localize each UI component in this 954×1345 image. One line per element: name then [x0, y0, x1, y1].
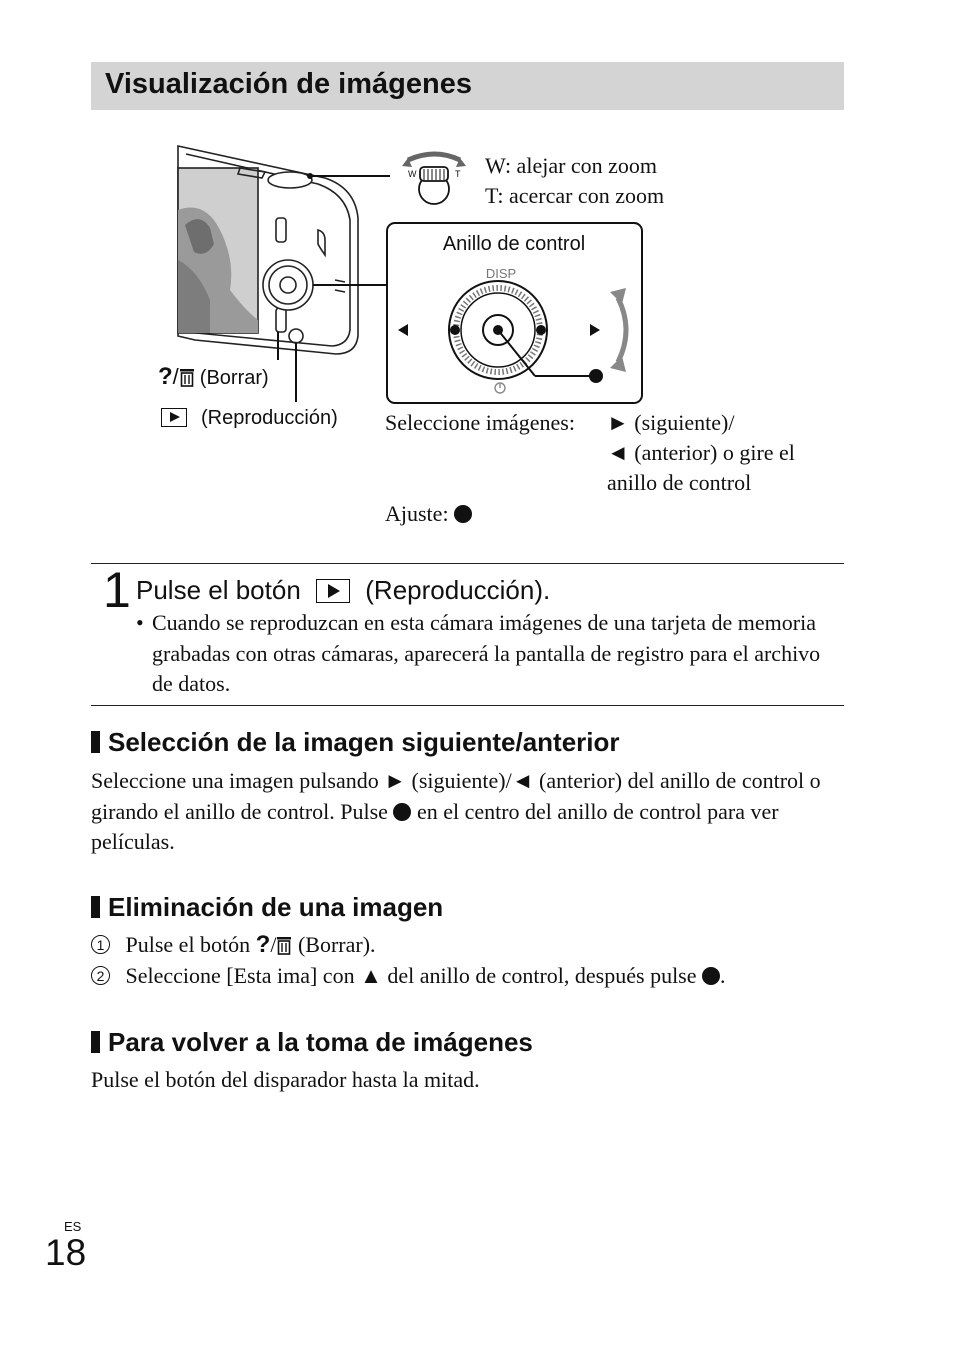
help-icon: ? — [158, 363, 173, 390]
disp-label: DISP — [485, 266, 517, 281]
trash-icon — [276, 933, 292, 952]
center-button-icon — [702, 967, 720, 985]
delete-step-1: 1 Pulse el botón ?/ (Borrar). — [91, 930, 851, 961]
step-title-pre: Pulse el botón — [136, 575, 301, 605]
dial-w-label: W — [408, 169, 417, 179]
divider-top — [91, 563, 844, 564]
up-arrow-icon: ▲ — [360, 963, 382, 988]
page-language: ES — [64, 1219, 82, 1234]
control-ring-label: Anillo de control — [442, 233, 586, 255]
section-heading-back: Para volver a la toma de imágenes — [91, 1027, 533, 1058]
divider-bottom — [91, 705, 844, 706]
help-icon: ? — [255, 931, 271, 958]
section-marker — [91, 731, 100, 753]
playback-icon — [316, 579, 350, 603]
help-delete-label: (Borrar) — [199, 367, 269, 389]
center-button-icon — [454, 505, 472, 523]
delete-step-2: 2 Seleccione [Esta ima] con ▲ del anillo de control, después pulse . — [91, 961, 851, 992]
step-circle-2: 2 — [91, 966, 110, 985]
section-heading-next-prev: Selección de la imagen siguiente/anterior — [91, 727, 620, 758]
trash-icon — [179, 368, 195, 387]
select-prev: (anterior) o gire el — [634, 440, 795, 465]
step-bullet-text: Cuando se reproduzcan en esta cámara imágenes de una tarjeta de memoria grabadas con otras cámaras, aparecerá la pantalla de registro para el archivo de datos. — [152, 610, 821, 696]
prev-arrow-icon: ◄ — [607, 440, 629, 465]
select-images-label: Seleccione imágenes: — [385, 410, 575, 435]
next-arrow-icon: ► — [384, 768, 407, 793]
section-text-next-prev: Seleccione una imagen pulsando ► (siguiente)/◄ (anterior) del anillo de control o girando el anillo de control. Pulse en el centro del anillo de control para ver películas. — [91, 768, 821, 854]
next-arrow-icon: ► — [607, 410, 629, 435]
adjust-caption — [385, 499, 472, 529]
page-number: 18 — [45, 1232, 87, 1273]
step-circle-1: 1 — [91, 935, 110, 954]
section-marker — [91, 896, 100, 918]
prev-arrow-icon: ◄ — [511, 768, 534, 793]
help-delete-caption: ?/ (Borrar) — [158, 363, 269, 390]
select-images-desc — [607, 408, 837, 498]
playback-caption — [161, 407, 338, 430]
zoom-lever-icon — [402, 154, 466, 204]
step-title-post: (Reproducción). — [365, 575, 551, 605]
playback-icon — [161, 408, 187, 427]
select-ring: anillo de control — [607, 470, 752, 495]
section-heading-delete: Eliminación de una imagen — [91, 892, 443, 923]
page-title: Visualización de imágenes — [105, 68, 472, 100]
zoom-t-text: T: acercar con zoom — [485, 183, 665, 208]
step-title — [136, 575, 550, 606]
dial-t-label: T — [455, 169, 461, 179]
step-bullet: • Cuando se reproduzcan en esta cámara imágenes de una tarjeta de memoria grabadas con otras cámaras, aparecerá la pantalla de registro para el archivo de datos. — [136, 608, 836, 700]
step-number: 1 — [103, 562, 131, 618]
adjust-label: Ajuste: — [385, 501, 449, 526]
center-button-icon — [393, 803, 411, 821]
select-next: (siguiente)/ — [634, 410, 735, 435]
zoom-w-text: W: alejar con zoom — [485, 153, 658, 178]
title-bar — [91, 62, 844, 110]
playback-label: (Reproducción) — [201, 407, 338, 429]
section-text-back: Pulse el botón del disparador hasta la mitad. — [91, 1067, 480, 1092]
camera-illustration — [178, 146, 358, 354]
section-marker — [91, 1031, 100, 1053]
